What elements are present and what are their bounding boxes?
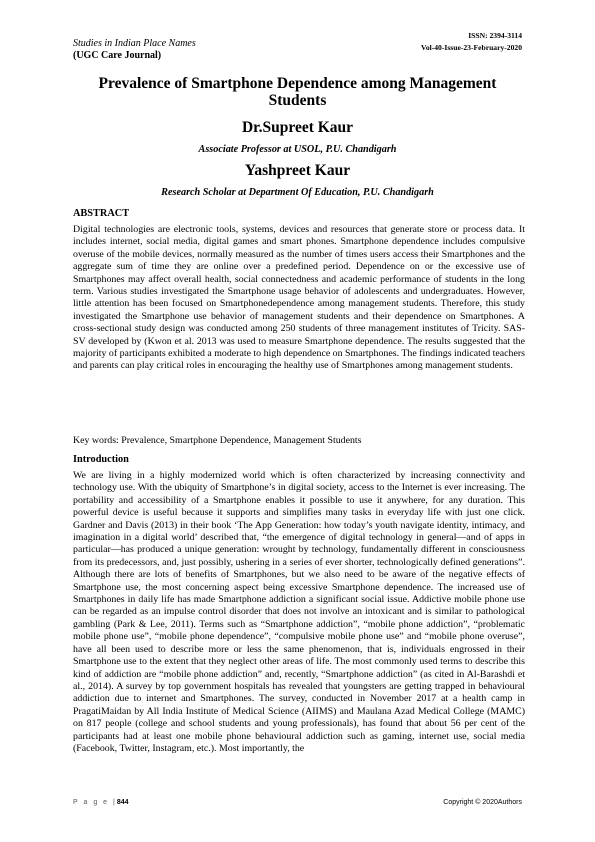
author-affiliation-2: Research Scholar at Department Of Education, P.U. Chandigarh xyxy=(161,187,434,198)
keywords: Key words: Prevalence, Smartphone Dependence, Management Students xyxy=(73,435,362,446)
paper-title: Prevalence of Smartphone Dependence among Management Students xyxy=(98,75,497,109)
abstract-heading: ABSTRACT xyxy=(73,208,130,219)
author-name-1: Dr.Supreet Kaur xyxy=(241,119,354,136)
introduction-heading: Introduction xyxy=(73,454,129,465)
abstract-text: Digital technologies are electronic tools, systems, devices and resources that generate store or process data. It includes internet, social media, digital games and smart phones. Smartphone dependence includes compulsive overuse of the mobile devices, normally measured as the number of times users access their Smartphones and the aggregate sum of time they are online over a predefined period. Dependence on or the excessive use of Smartphones may affect overall health, social connectedness and academic performance of students in the long term. Various studies investigated the Smartphone usage behavior of adolescents and undergraduates. However, little attention has been focused on Smartphonedependence among management students. Therefore, this study investigated the Smartphone use behavior of management students and their dependence on Smartphones. A cross-sectional study design was conducted among 250 students of three management institutes of Tricity. SAS-SV developed by (Kwon et al. 2013 was used to measure Smartphone dependence. The results suggested that the majority of participants exhibited a moderate to high dependence on Smartphones. The findings indicated teachers and parents can play critical roles in encouraging the healthy use of Smartphones among management students. xyxy=(73,224,526,372)
journal-name: Studies in Indian Place Names xyxy=(73,38,196,49)
ugc-care-label: (UGC Care Journal) xyxy=(73,50,162,61)
volume-issue: Vol-40-Issue-23-February-2020 xyxy=(421,43,522,52)
introduction-text: We are living in a highly modernized world which is often characterized by increasing connectivity and technology use. With the ubiquity of Smartphone’s in digital society, access to the Internet is ever increasing. The portability and accessibility of a Smartphone enables it possible to use it anywhere, for any duration. This powerful device is useful because it supports and simplifies many tasks in everyday life with just one click. Gardner and Davis (2013) in their book ‘The App Generation: how today’s youth navigate identity, intimacy, and imagination in a digital world’ described that, “the emergence of digital technology in general—and of apps in particular—has produced a unique generation: wrought by technology, fundamentally different in consciousness from its predecessors, and, just possibly, ushering in a series of ever shorter, technologically defined generations”. Although there are lots of benefits of Smartphones, but we also need to be aware of the negative effects of Smartphone use, the most concerning aspect being excessive Smartphone dependence. The increased use of Smartphones in daily life has made Smartphone addiction a significant social issue. Addictive mobile phone use can be regarded as an impulse control disorder that does not involve an intoxicant and is similar to pathological gambling (Park & Lee, 2011). Terms such as “Smartphone addiction”, “mobile phone addiction”, “problematic mobile phone use”, “mobile phone dependence”, “compulsive mobile phone use” and “mobile phone overuse”, have all been used to describe more or less the same phenomenon, that is, individuals engrossed in their Smartphone use to the extent that they neglect other areas of life. The most commonly used terms to describe this kind of addiction are “mobile phone addiction” and, recently, “Smartphone addiction” (as cited in Al-Barashdi et al., 2014). A survey by top government hospitals has revealed that youngsters are getting trapped in behavioural addiction due to internet and Smartphones. The survey, conducted in November 2017 at a health camp in PragatiMaidan by All India Institute of Medical Science (AIIMS) and Maulana Azad Medical College (MAMC) on 817 people (college and school students and young professionals), has found that about 56 per cent of the participants had at least one mobile phone behavioural addiction such as gaming, internet use, social media (Facebook, Twitter, Instagram, etc.). Most importantly, the xyxy=(73,470,525,754)
copyright: Copyright © 2020Authors xyxy=(443,799,522,806)
running-header-right xyxy=(421,30,522,54)
author-affiliation-1: Associate Professor at USOL, P.U. Chandigarh xyxy=(198,144,397,155)
author-name-2: Yashpreet Kaur xyxy=(244,162,351,179)
page-number: 844 xyxy=(116,799,129,806)
page-label: P a g e | xyxy=(73,799,117,806)
page-footer xyxy=(73,799,129,806)
running-header-left xyxy=(73,38,196,62)
issn: ISSN: 2394-3114 xyxy=(468,31,522,40)
